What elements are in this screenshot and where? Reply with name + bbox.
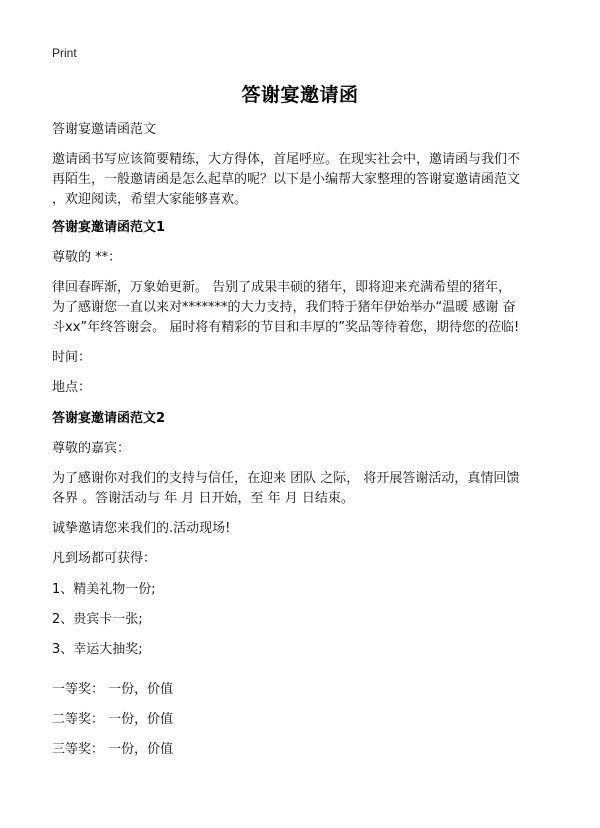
gift-item: 1、精美礼物一份; [52,582,156,597]
intro-line: ，欢迎阅读，希望大家能够喜欢。 [52,192,248,207]
intro-line: 再陌生，一般邀请函是怎么起草的呢？以下是小编帮大家整理的答谢宴邀请函范文 [52,172,521,187]
intro-line: 邀请函书写应该简要精练，大方得体，首尾呼应。在现实社会中，邀请函与我们不 [52,152,521,167]
document-title: 答谢宴邀请函 [241,84,359,106]
document-subtitle: 答谢宴邀请函范文 [52,122,157,137]
section-heading-1: 答谢宴邀请函范文1 [52,220,166,235]
print-label[interactable]: Print [52,46,77,60]
salutation: 尊敬的 **： [52,250,122,265]
prize-item: 二等奖： 一份，价值 [52,712,174,727]
section-heading-2: 答谢宴邀请函范文2 [52,411,166,426]
prize-item: 一等奖： 一份，价值 [52,682,174,697]
body-line: 各界 。答谢活动与 年 月 日开始，至 年 月 日结束。 [52,491,354,506]
body-line: 为了感谢您一直以来对*******的大力支持，我们特于猪年伊始举办“温暖 感谢 奋 [52,300,516,315]
body-line: 为了感谢你对我们的支持与信任，在迎来 团队 之际， 将开展答谢活动，真情回馈 [52,471,520,486]
prize-item: 三等奖： 一份，价值 [52,742,174,757]
gift-item: 2、贵宾卡一张; [52,612,143,627]
salutation: 尊敬的嘉宾： [52,441,131,456]
time-field: 时间： [52,350,92,365]
gifts-intro: 凡到场都可获得： [52,551,157,566]
body-line: 斗xx”年终答谢会。 届时将有精彩的节目和丰厚的”奖品等待着您，期待您的莅临! [52,320,520,335]
gift-item: 3、幸运大抽奖; [52,642,143,657]
body-line: 律回春晖渐，万象始更新。 告别了成果丰硕的猪年，即将迎来充满希望的猪年， [52,280,512,295]
place-field: 地点： [52,380,92,395]
invite-line: 诚挚邀请您来我们的.活动现场! [52,521,231,536]
